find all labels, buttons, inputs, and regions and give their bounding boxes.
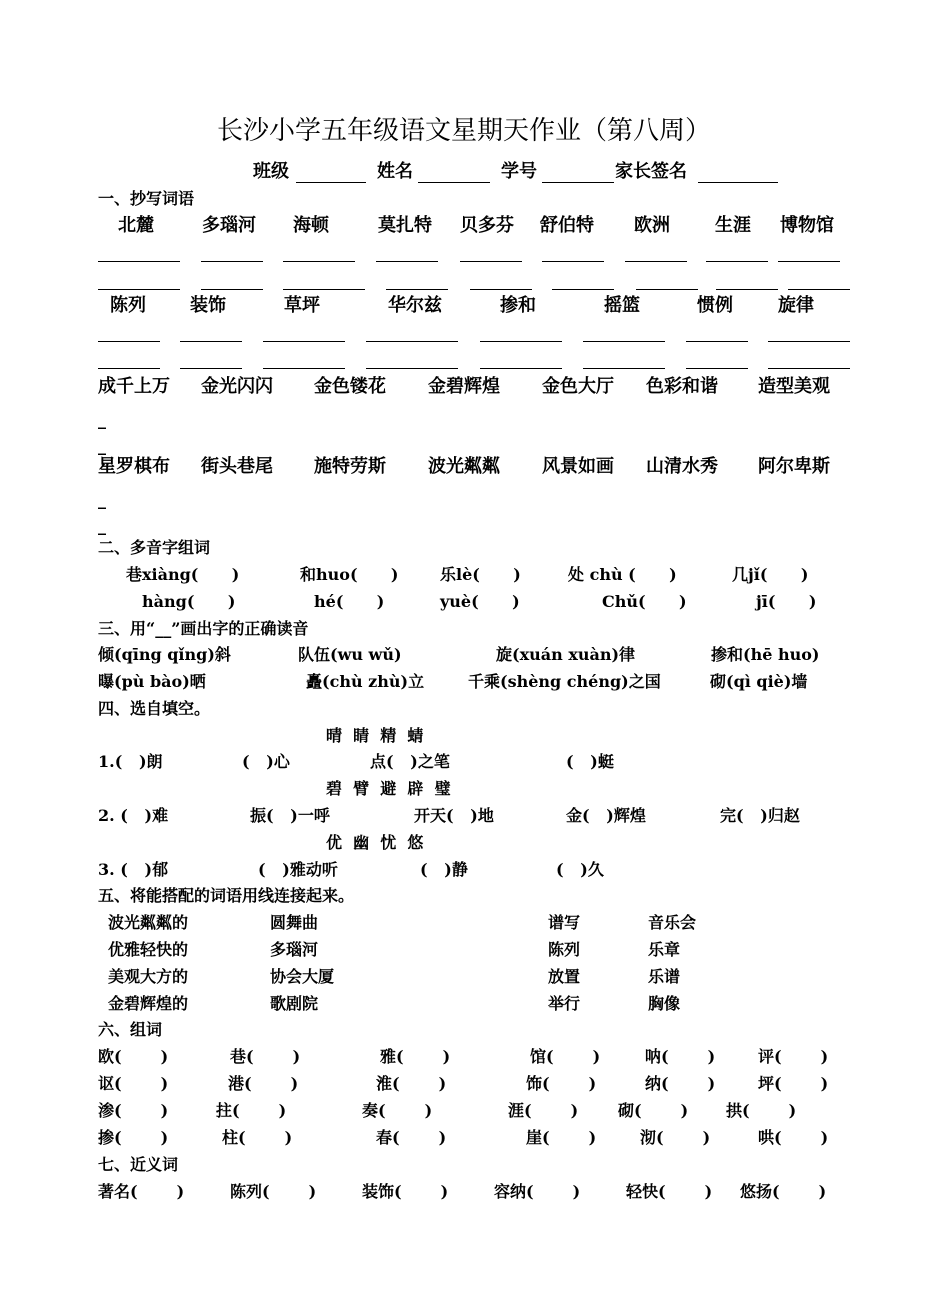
word: 惯例 xyxy=(697,295,733,316)
word: 星罗棋布 xyxy=(98,456,170,477)
word: 生涯 xyxy=(715,215,751,236)
match-item[interactable]: 陈列 xyxy=(548,940,581,959)
word-group-item: 评( ) xyxy=(758,1047,829,1066)
word: 山清水秀 xyxy=(646,456,718,477)
char-group: 优 幽 忧 悠 xyxy=(326,833,424,852)
synonym-item: 装饰( ) xyxy=(362,1182,449,1201)
word: 莫扎特 xyxy=(378,215,432,236)
writing-line[interactable] xyxy=(180,368,242,369)
number-blank[interactable] xyxy=(542,182,614,183)
word-group-item: 雅( ) xyxy=(380,1047,451,1066)
word-group-item: 欧( ) xyxy=(98,1047,169,1066)
synonym-item: 悠扬( ) xyxy=(740,1182,827,1201)
writing-line[interactable] xyxy=(542,261,604,262)
writing-line[interactable] xyxy=(480,341,562,342)
name-label: 姓名 xyxy=(377,161,413,182)
pronunciation-item: 倾(qīng qǐng)斜 xyxy=(98,645,231,664)
word-group-item: 淮( ) xyxy=(376,1074,447,1093)
word: 波光粼粼 xyxy=(428,456,500,477)
writing-line[interactable] xyxy=(376,261,438,262)
polyphone-item: hé( ) xyxy=(314,592,385,611)
word: 北麓 xyxy=(118,215,154,236)
match-item[interactable]: 谱写 xyxy=(548,913,581,932)
match-item[interactable]: 圆舞曲 xyxy=(270,913,319,932)
word-group-item: 拄( ) xyxy=(216,1101,287,1120)
synonym-item: 轻快( ) xyxy=(626,1182,713,1201)
word-group-item: 纳( ) xyxy=(645,1074,716,1093)
writing-line[interactable] xyxy=(480,368,562,369)
polyphone-item: yuè( ) xyxy=(440,592,520,611)
polyphone-item: 几jǐ( ) xyxy=(732,565,809,584)
writing-line[interactable] xyxy=(470,289,532,290)
writing-line[interactable] xyxy=(716,289,778,290)
word-group-item: 馆( ) xyxy=(530,1047,601,1066)
match-item[interactable]: 优雅轻快的 xyxy=(108,940,189,959)
word: 金碧辉煌 xyxy=(428,376,500,397)
fill-item: ( )久 xyxy=(556,860,604,879)
dash-mark: _ xyxy=(98,490,106,509)
writing-line[interactable] xyxy=(636,289,698,290)
word-group-item: 巷( ) xyxy=(230,1047,301,1066)
word: 阿尔卑斯 xyxy=(758,456,830,477)
word-group-item: 讴( ) xyxy=(98,1074,169,1093)
word-group-item: 掺( ) xyxy=(98,1128,169,1147)
match-item[interactable]: 胸像 xyxy=(648,994,681,1013)
writing-line[interactable] xyxy=(366,341,458,342)
word-group-item: 奏( ) xyxy=(362,1101,433,1120)
synonym-item: 著名( ) xyxy=(98,1182,185,1201)
writing-line[interactable] xyxy=(201,261,263,262)
writing-line[interactable] xyxy=(263,341,345,342)
page-title: 长沙小学五年级语文星期天作业（第八周） xyxy=(217,116,712,146)
match-item[interactable]: 歌剧院 xyxy=(270,994,319,1013)
match-item[interactable]: 放置 xyxy=(548,967,581,986)
writing-line[interactable] xyxy=(366,368,458,369)
fill-item: ( )蜓 xyxy=(566,752,614,771)
pronunciation-item: 掺和(hē huo) xyxy=(711,645,820,664)
class-blank[interactable] xyxy=(296,182,366,183)
word-group-item: 渗( ) xyxy=(98,1101,169,1120)
word-group-item: 崖( ) xyxy=(526,1128,597,1147)
number-label: 学号 xyxy=(501,161,537,182)
match-item[interactable]: 乐谱 xyxy=(648,967,681,986)
word: 华尔兹 xyxy=(388,295,442,316)
word-group-item: 饰( ) xyxy=(526,1074,597,1093)
fill-item: ( )雅动听 xyxy=(258,860,338,879)
writing-line[interactable] xyxy=(778,261,840,262)
word: 舒伯特 xyxy=(540,215,594,236)
dash-mark: _ xyxy=(98,516,106,535)
polyphone-item: jī( ) xyxy=(756,592,817,611)
match-item[interactable]: 协会大厦 xyxy=(270,967,335,986)
word: 装饰 xyxy=(190,295,226,316)
writing-line[interactable] xyxy=(386,289,448,290)
word-group-item: 拱( ) xyxy=(726,1101,797,1120)
polyphone-item: Chǔ( ) xyxy=(602,592,687,611)
word-group-item: 坪( ) xyxy=(758,1074,829,1093)
char-group: 碧 臂 避 辟 璧 xyxy=(326,779,451,798)
writing-line[interactable] xyxy=(583,368,665,369)
word: 陈列 xyxy=(110,295,146,316)
fill-item: 开天( )地 xyxy=(414,806,494,825)
word: 旋律 xyxy=(778,295,814,316)
writing-line[interactable] xyxy=(625,261,687,262)
writing-line[interactable] xyxy=(768,341,850,342)
word-group-item: 呐( ) xyxy=(645,1047,716,1066)
writing-line[interactable] xyxy=(98,341,160,342)
word: 街头巷尾 xyxy=(201,456,273,477)
match-item[interactable]: 音乐会 xyxy=(648,913,697,932)
fill-item: 1.( )朗 xyxy=(98,752,163,771)
match-item[interactable]: 多瑙河 xyxy=(270,940,319,959)
section-5-heading: 五、将能搭配的词语用线连接起来。 xyxy=(98,886,355,905)
pronunciation-item: 砌(qì qiè)墙 xyxy=(710,672,808,691)
word: 博物馆 xyxy=(780,215,834,236)
writing-line[interactable] xyxy=(686,368,748,369)
pronunciation-item: 队伍(wu wǔ) xyxy=(298,645,402,664)
word: 贝多芬 xyxy=(460,215,514,236)
pronunciation-item: 矗(chù zhù)立 xyxy=(306,672,425,691)
polyphone-item: hàng( ) xyxy=(142,592,236,611)
word-group-item: 沏( ) xyxy=(640,1128,711,1147)
word-group-item: 涯( ) xyxy=(508,1101,579,1120)
match-item[interactable]: 波光粼粼的 xyxy=(108,913,189,932)
section-7-heading: 七、近义词 xyxy=(98,1155,179,1174)
match-item[interactable]: 美观大方的 xyxy=(108,967,189,986)
word-group-item: 砌( ) xyxy=(618,1101,689,1120)
parent-sign-label: 家长签名 xyxy=(615,161,687,182)
name-blank[interactable] xyxy=(418,182,490,183)
word: 摇篮 xyxy=(604,295,640,316)
word: 金色镂花 xyxy=(314,376,386,397)
writing-line[interactable] xyxy=(460,261,522,262)
writing-line[interactable] xyxy=(768,368,850,369)
fill-item: 金( )辉煌 xyxy=(566,806,646,825)
word: 金色大厅 xyxy=(542,376,614,397)
word-group-item: 春( ) xyxy=(376,1128,447,1147)
writing-line[interactable] xyxy=(98,289,180,290)
writing-line[interactable] xyxy=(180,341,242,342)
word: 草坪 xyxy=(284,295,320,316)
word: 掺和 xyxy=(500,295,536,316)
writing-line[interactable] xyxy=(98,368,160,369)
polyphone-item: 乐lè( ) xyxy=(440,565,521,584)
word: 金光闪闪 xyxy=(201,376,273,397)
match-item[interactable]: 乐章 xyxy=(648,940,681,959)
polyphone-item: 和huo( ) xyxy=(300,565,399,584)
section-4-heading: 四、选自填空。 xyxy=(98,699,211,718)
word: 色彩和谐 xyxy=(646,376,718,397)
parent-sign-blank[interactable] xyxy=(698,182,778,183)
word: 施特劳斯 xyxy=(314,456,386,477)
fill-item: ( )心 xyxy=(242,752,290,771)
fill-item: 2. ( )难 xyxy=(98,806,169,825)
match-item[interactable]: 金碧辉煌的 xyxy=(108,994,189,1013)
writing-line[interactable] xyxy=(283,289,365,290)
synonym-item: 容纳( ) xyxy=(494,1182,581,1201)
pronunciation-item: 曝(pù bào)晒 xyxy=(98,672,206,691)
section-3-heading: 三、用“__”画出字的正确读音 xyxy=(98,619,309,638)
fill-item: 点( )之笔 xyxy=(370,752,450,771)
word: 海顿 xyxy=(293,215,329,236)
word-group-item: 哄( ) xyxy=(758,1128,829,1147)
writing-line[interactable] xyxy=(263,368,345,369)
char-group: 晴 睛 精 蜻 xyxy=(326,726,424,745)
word: 风景如画 xyxy=(542,456,614,477)
section-2-heading: 二、多音字组词 xyxy=(98,538,211,557)
fill-item: 完( )归赵 xyxy=(720,806,800,825)
fill-item: ( )静 xyxy=(420,860,468,879)
writing-line[interactable] xyxy=(98,261,180,262)
class-label: 班级 xyxy=(253,161,289,182)
match-item[interactable]: 举行 xyxy=(548,994,581,1013)
word: 欧洲 xyxy=(634,215,670,236)
pronunciation-item: 千乘(shèng chéng)之国 xyxy=(468,672,661,691)
word-group-item: 港( ) xyxy=(228,1074,299,1093)
section-6-heading: 六、组词 xyxy=(98,1020,163,1039)
writing-line[interactable] xyxy=(686,341,748,342)
writing-line[interactable] xyxy=(583,341,665,342)
section-1-heading: 一、抄写词语 xyxy=(98,189,195,208)
writing-line[interactable] xyxy=(706,261,768,262)
fill-item: 振( )一呼 xyxy=(250,806,330,825)
word-group-item: 柱( ) xyxy=(222,1128,293,1147)
synonym-item: 陈列( ) xyxy=(230,1182,317,1201)
writing-line[interactable] xyxy=(283,261,355,262)
pronunciation-item: 旋(xuán xuàn)律 xyxy=(496,645,636,664)
word: 成千上万 xyxy=(98,376,170,397)
polyphone-item: 处 chù ( ) xyxy=(568,565,677,584)
dash-mark: _ xyxy=(98,436,106,455)
word: 造型美观 xyxy=(758,376,830,397)
word: 多瑙河 xyxy=(202,215,256,236)
writing-line[interactable] xyxy=(552,289,614,290)
dash-mark: _ xyxy=(98,410,106,429)
writing-line[interactable] xyxy=(201,289,263,290)
polyphone-item: 巷xiàng( ) xyxy=(126,565,240,584)
fill-item: 3. ( )郁 xyxy=(98,860,169,879)
writing-line[interactable] xyxy=(788,289,850,290)
